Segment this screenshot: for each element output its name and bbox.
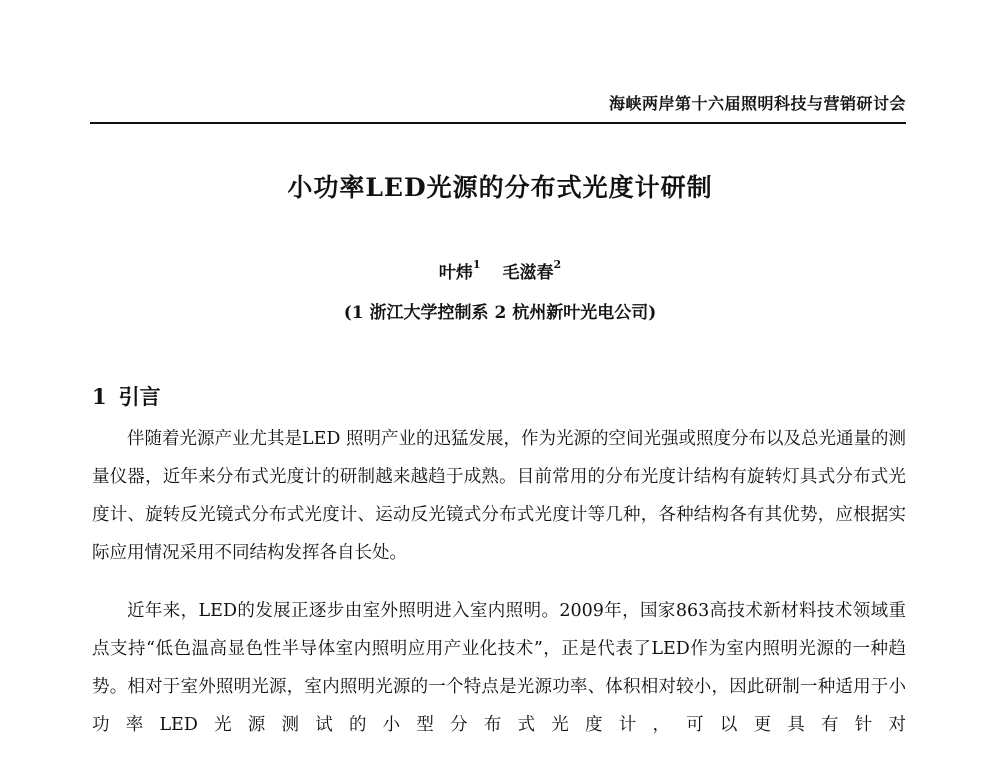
header-rule — [90, 122, 906, 124]
section-number: 1 — [92, 384, 107, 409]
section-title: 引言 — [118, 384, 161, 409]
paper-title: 小功率LED光源的分布式光度计研制 — [287, 173, 713, 202]
author-affiliation-marker: 2 — [553, 258, 562, 272]
author-affiliation-marker: 1 — [472, 258, 481, 272]
author-name: 叶炜 — [438, 263, 473, 283]
author-name: 毛滋春 — [502, 263, 554, 283]
affiliation: (1 浙江大学控制系 2 杭州新叶光电公司) — [343, 303, 657, 323]
body-paragraph: 近年来，LED的发展正逐步由室外照明进入室内照明。2009年，国家863高技术新材料技术领域重点支持“低色温高显色性半导体室内照明应用产业化技术”，正是代表了LED作为室内照明光源的一种趋势。相对于室外照明光源，室内照明光源的一个特点是光源功率、体积相对较小，因此研制一种适用于小功率LED光源测试的小型分布式光度计，可以更具有针对 — [92, 601, 906, 735]
section-heading — [92, 381, 161, 411]
body-paragraph: 伴随着光源产业尤其是LED 照明产业的迅猛发展，作为光源的空间光强或照度分布以及总光通量的测量仪器，近年来分布式光度计的研制越来越趋于成熟。目前常用的分布光度计结构有旋转灯具式分布式光度计、旋转反光镜式分布式光度计、运动反光镜式分布式光度计等几种，各种结构各有其优势，应根据实际应用情况采用不同结构发挥各自长处。 — [92, 429, 906, 563]
running-header: 海峡两岸第十六届照明科技与营销研讨会 — [608, 94, 906, 113]
author-list — [0, 258, 1000, 283]
